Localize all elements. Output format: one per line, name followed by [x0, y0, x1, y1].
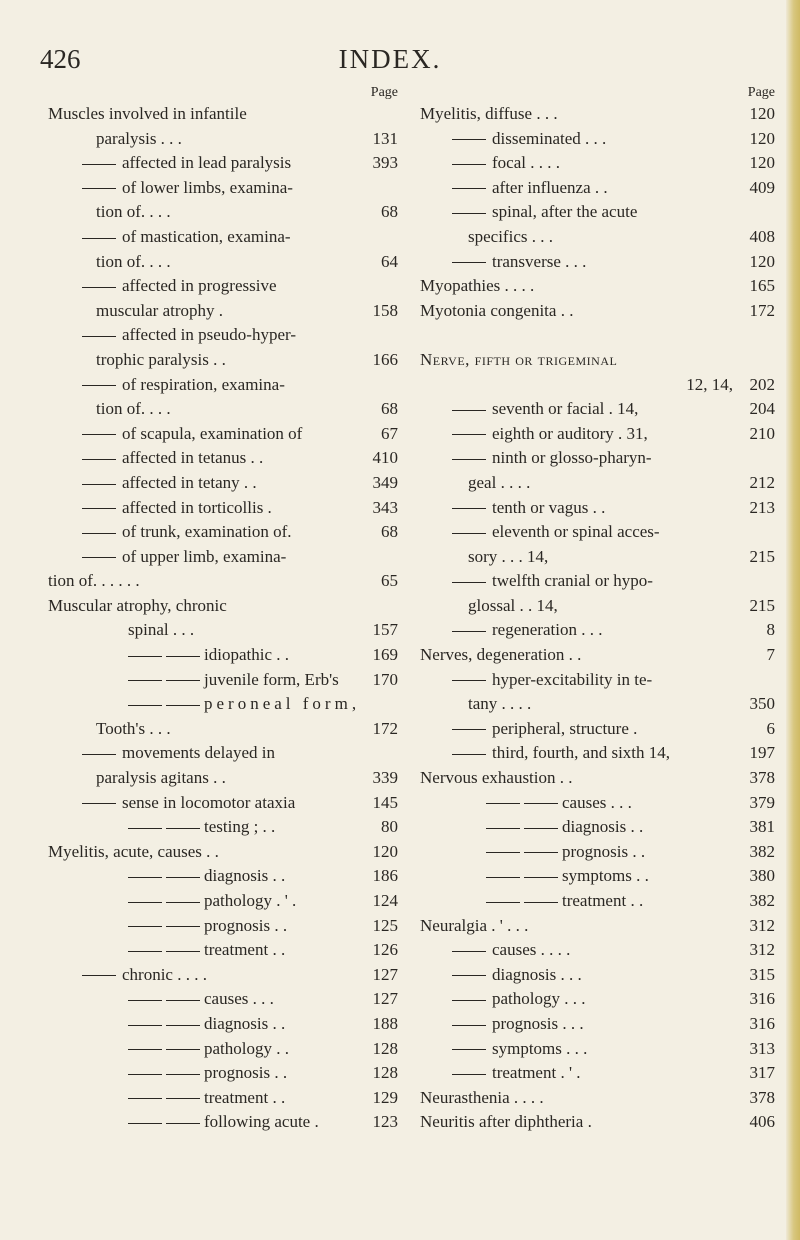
index-entry: following acute . 123	[48, 1110, 398, 1135]
index-entry: diagnosis . . . 315	[420, 963, 775, 988]
page-edge-shadow	[786, 0, 800, 1240]
index-entry: symptoms . . . 313	[420, 1037, 775, 1062]
right-index-list	[420, 102, 775, 1135]
index-entry: geal . . . . 212	[468, 472, 775, 492]
index-entry: Muscular atrophy, chronic	[48, 595, 227, 615]
index-entry: causes . . . . 312	[420, 938, 775, 963]
index-entry: 12, 14, 202	[686, 374, 775, 394]
index-entry: treatment . . 129	[48, 1086, 398, 1111]
index-entry: of upper limb, examina-	[48, 545, 398, 570]
index-entry: tany . . . . 350	[468, 694, 775, 714]
page-header	[40, 44, 740, 84]
index-entry: Myopathies . . . . 165	[420, 276, 775, 296]
index-entry: eighth or auditory . 31, 210	[420, 422, 775, 447]
index-entry: sense in locomotor ataxia 145	[48, 791, 398, 816]
index-entry: causes . . . 379	[420, 791, 775, 816]
index-entry: movements delayed in	[48, 741, 398, 766]
index-entry: treatment . . 126	[48, 938, 398, 963]
right-page-label: Page	[747, 85, 775, 100]
index-entry: affected in pseudo-hyper-	[48, 323, 398, 348]
index-entry: paralysis agitans . . 339	[96, 768, 398, 788]
index-entry: of mastication, examina-	[48, 225, 398, 250]
index-entry: tion of. . . . 64	[96, 251, 398, 271]
index-entry: of respiration, examina-	[48, 373, 398, 398]
index-entry: Nervous exhaustion . . 378	[420, 768, 775, 788]
blank-line	[420, 323, 775, 348]
index-entry: prognosis . . . 316	[420, 1012, 775, 1037]
index-entry: of scapula, examination of 67	[48, 422, 398, 447]
index-entry: Neuritis after diphtheria . 406	[420, 1112, 775, 1132]
index-entry: affected in lead paralysis 393	[48, 151, 398, 176]
index-entry: treatment . . 382	[420, 889, 775, 914]
index-entry: tenth or vagus . . 213	[420, 496, 775, 521]
index-entry: disseminated . . . 120	[420, 127, 775, 152]
index-entry: affected in tetanus . . 410	[48, 446, 398, 471]
index-entry: after influenza . . 409	[420, 176, 775, 201]
index-entry: Muscles involved in infantile	[48, 104, 247, 123]
index-entry: ninth or glosso-pharyn-	[420, 446, 775, 471]
index-entry: Neuralgia . ' . . . 312	[420, 915, 775, 935]
index-entry: tion of. . . . . . 65	[48, 571, 398, 591]
index-entry: regeneration . . . 8	[420, 618, 775, 643]
index-entry: eleventh or spinal acces-	[420, 520, 775, 545]
index-entry: muscular atrophy . 158	[96, 300, 398, 320]
index-entry: idiopathic . . 169	[48, 643, 398, 668]
index-entry: diagnosis . . 188	[48, 1012, 398, 1037]
index-entry: peroneal form,	[48, 692, 398, 717]
index-entry: pathology . . . 316	[420, 987, 775, 1012]
index-entry: Myelitis, acute, causes . . 120	[48, 841, 398, 861]
index-entry: causes . . . 127	[48, 987, 398, 1012]
index-entry: specifics . . . 408	[468, 226, 775, 246]
index-entry: sory . . . 14, 215	[468, 546, 775, 566]
index-entry: prognosis . . 382	[420, 840, 775, 865]
index-entry: tion of. . . . 68	[96, 202, 398, 222]
index-entry: of lower limbs, examina-	[48, 176, 398, 201]
index-entry: glossal . . 14, 215	[468, 595, 775, 615]
index-entry: pathology . ' . 124	[48, 889, 398, 914]
page-title: INDEX.	[338, 44, 442, 74]
index-entry: of trunk, examination of. 68	[48, 520, 398, 545]
index-entry: Myotonia congenita . . 172	[420, 300, 775, 320]
index-entry: twelfth cranial or hypo-	[420, 569, 775, 594]
index-entry: affected in torticollis . 343	[48, 496, 398, 521]
index-entry: testing ; . . 80	[48, 815, 398, 840]
left-index-list	[48, 102, 398, 1135]
index-entry: paralysis . . . 131	[96, 128, 398, 148]
index-entry: chronic . . . . 127	[48, 963, 398, 988]
index-entry: symptoms . . 380	[420, 864, 775, 889]
index-entry: seventh or facial . 14, 204	[420, 397, 775, 422]
index-entry: spinal, after the acute	[420, 200, 775, 225]
index-entry: trophic paralysis . . 166	[96, 349, 398, 369]
index-entry: Nerve, fifth or trigeminal	[420, 349, 618, 369]
index-entry: tion of. . . . 68	[96, 399, 398, 419]
left-page-label: Page	[370, 85, 398, 100]
index-entry: Tooth's . . . 172	[96, 718, 398, 738]
index-entry: affected in tetany . . 349	[48, 471, 398, 496]
index-entry: peripheral, structure . 6	[420, 717, 775, 742]
index-entry: focal . . . . 120	[420, 151, 775, 176]
index-entry: diagnosis . . 186	[48, 864, 398, 889]
index-entry: diagnosis . . 381	[420, 815, 775, 840]
index-entry: Neurasthenia . . . . 378	[420, 1087, 775, 1107]
index-entry: third, fourth, and sixth 14, 197	[420, 741, 775, 766]
index-entry: prognosis . . 125	[48, 914, 398, 939]
index-entry: Nerves, degeneration . . 7	[420, 645, 775, 665]
index-entry: Myelitis, diffuse . . . 120	[420, 104, 775, 123]
index-entry: treatment . ' . 317	[420, 1061, 775, 1086]
index-entry: transverse . . . 120	[420, 250, 775, 275]
index-entry: affected in progressive	[48, 274, 398, 299]
index-entry: juvenile form, Erb's 170	[48, 668, 398, 693]
index-entry: hyper-excitability in te-	[420, 668, 775, 693]
page-number: 426	[40, 44, 81, 74]
index-entry: prognosis . . 128	[48, 1061, 398, 1086]
index-entry: pathology . . 128	[48, 1037, 398, 1062]
index-entry: spinal . . . 157	[128, 620, 398, 640]
